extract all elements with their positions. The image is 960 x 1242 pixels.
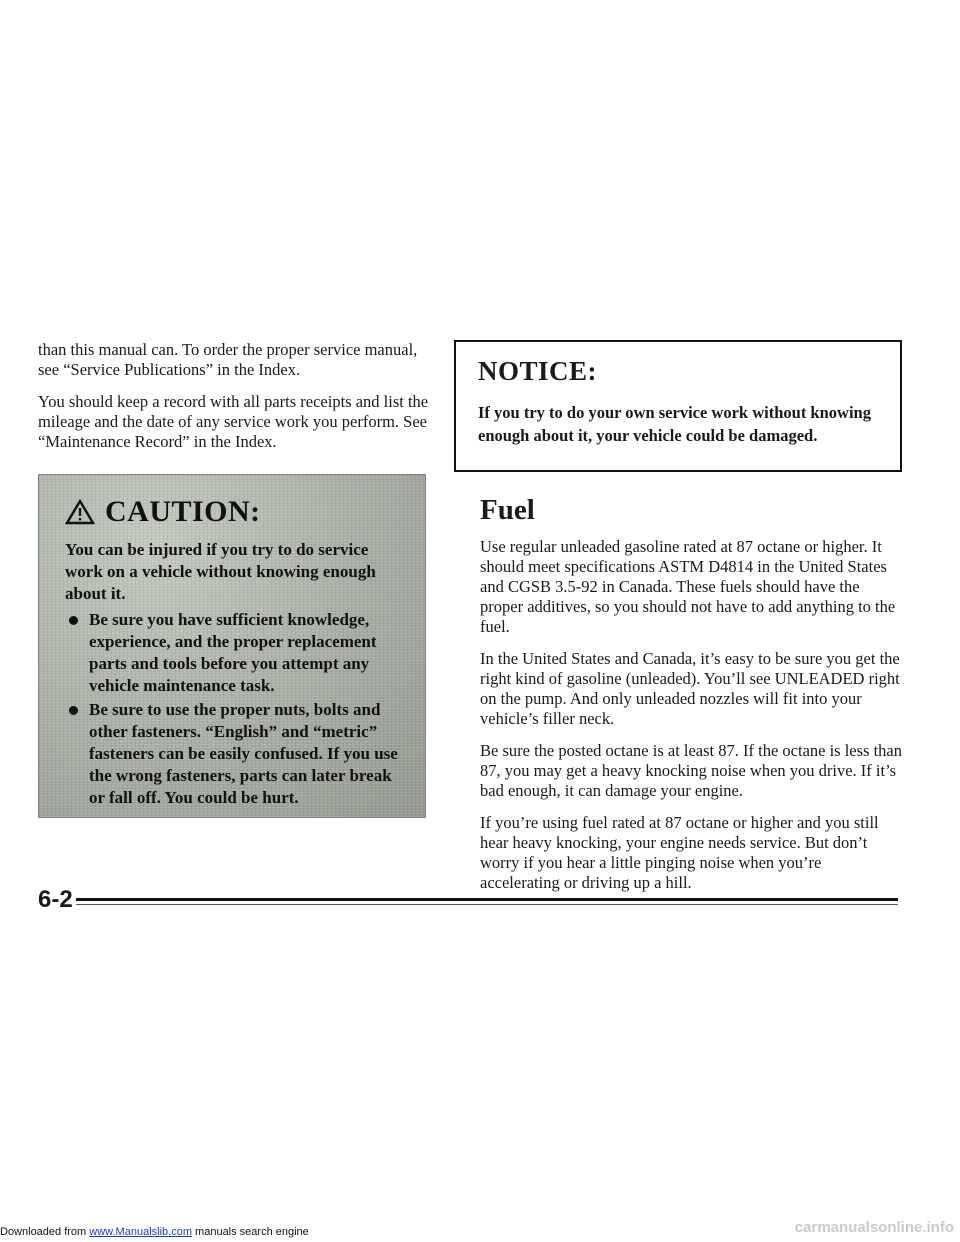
notice-title: NOTICE: bbox=[478, 356, 598, 386]
caution-title: CAUTION: bbox=[105, 495, 261, 528]
fuel-paragraph: Be sure the posted octane is at least 87. If the octane is less than 87, you may get a heavy knocking noise when you drive. If it’s bad enough, it can damage your engine. bbox=[480, 741, 902, 800]
notice-text: If you try to do your own service work without knowing enough about it, your vehicle could be damaged. bbox=[478, 403, 871, 445]
footer-suffix: manuals search engine bbox=[195, 1226, 309, 1238]
caution-list bbox=[65, 609, 399, 809]
caution-intro: You can be injured if you try to do service work on a vehicle without knowing enough about it. bbox=[65, 540, 376, 603]
right-column bbox=[454, 340, 902, 905]
footer-rule-thin bbox=[76, 904, 898, 905]
page-number: 6-2 bbox=[38, 886, 73, 913]
manualslib-link[interactable]: www.Manualslib.com bbox=[89, 1226, 192, 1238]
fuel-paragraph: If you’re using fuel rated at 87 octane or higher and you still hear heavy knocking, your engine needs service. But don’t worry if you hear a little pinging noise when you’re accelerating or driving up a hill. bbox=[480, 813, 879, 892]
watermark: carmanualsonline.info bbox=[794, 1219, 954, 1236]
fuel-paragraph: In the United States and Canada, it’s easy to be sure you get the right kind of gasoline (unleaded). You’ll see UNLEADED right on the pump. And only unleaded nozzles will fit into your vehicle’s filler neck. bbox=[480, 649, 900, 728]
caution-header bbox=[65, 495, 399, 529]
footer-prefix: Downloaded from bbox=[0, 1226, 87, 1238]
caution-box bbox=[38, 474, 426, 818]
warning-triangle-icon bbox=[65, 499, 95, 525]
footer-rule bbox=[76, 898, 898, 901]
caution-bullet: Be sure to use the proper nuts, bolts and other fasteners. “English” and “metric” fasteners can be easily confused. If you use the wrong fasteners, parts can later break or fall off. You could be hurt. bbox=[65, 699, 399, 809]
bullet-icon bbox=[69, 616, 78, 625]
left-column bbox=[38, 340, 438, 818]
notice-box bbox=[454, 340, 902, 472]
caution-bullet: Be sure you have sufficient knowledge, experience, and the proper replacement parts and tools before you attempt any vehicle maintenance task. bbox=[65, 609, 399, 697]
fuel-paragraph: Use regular unleaded gasoline rated at 87 octane or higher. It should meet specifications ASTM D4814 in the United States and CGSB 3.5-92 in Canada. These fuels should have the proper additives, so you should not have to add anything to the fuel. bbox=[480, 537, 896, 636]
intro-paragraph: than this manual can. To order the proper service manual, see “Service Publications” in the Index. bbox=[38, 340, 418, 379]
download-footer bbox=[0, 1226, 309, 1238]
fuel-heading: Fuel bbox=[480, 494, 535, 526]
bullet-icon bbox=[69, 706, 78, 715]
record-paragraph: You should keep a record with all parts receipts and list the mileage and the date of any service work you perform. See “Maintenance Record” in the Index. bbox=[38, 392, 429, 451]
